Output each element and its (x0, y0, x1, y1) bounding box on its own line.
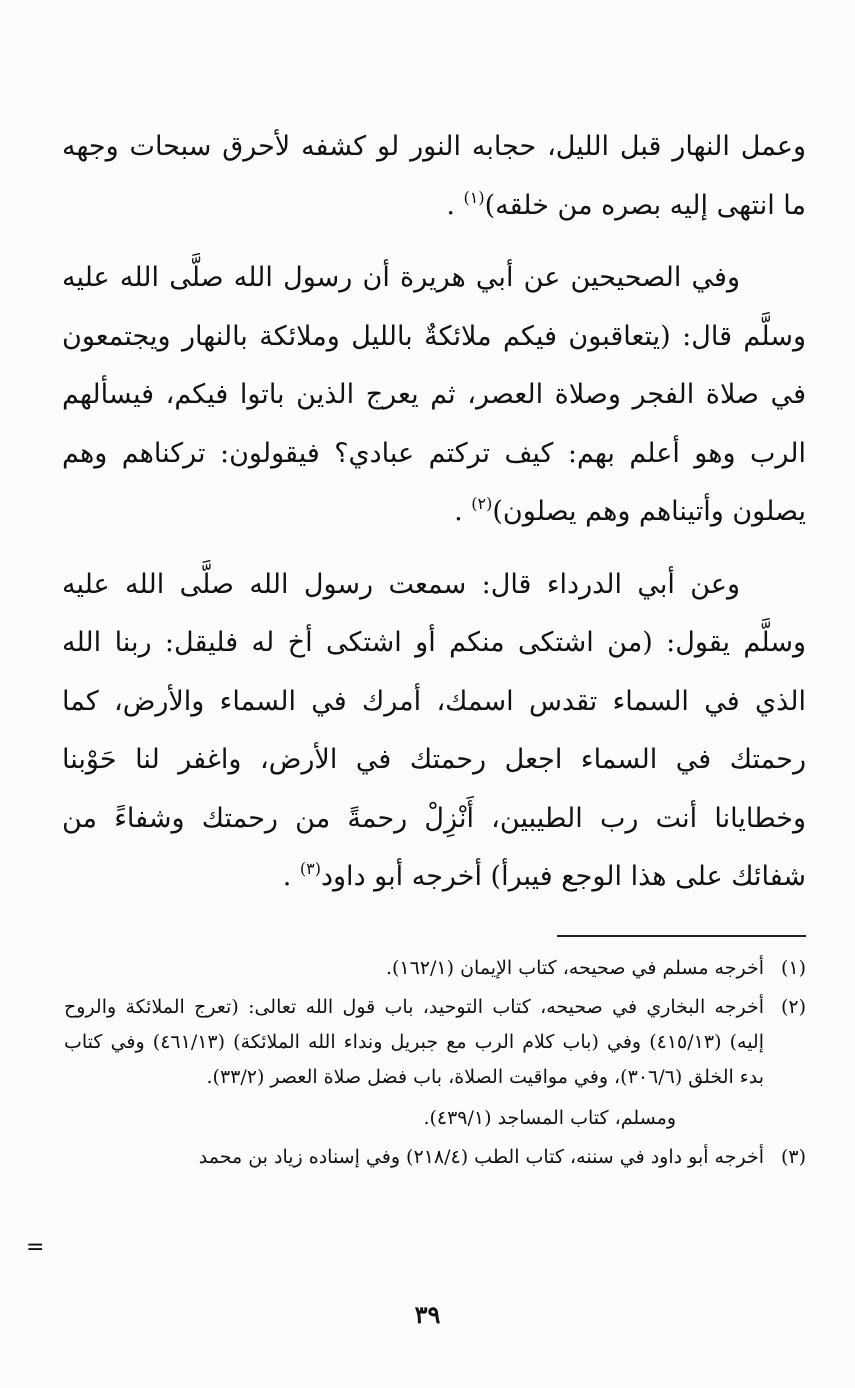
footnote-text: أخرجه أبو داود في سننه، كتاب الطب (٢١٨/٤) وفي إسناده زياد بن محمد (198, 1146, 764, 1168)
footnote-ref-2[interactable]: (٢) (471, 494, 493, 513)
footnote-number: (٣) (780, 1146, 806, 1168)
continuation-mark: = (26, 1235, 45, 1260)
footnote-text: ومسلم، كتاب المساجد (٤٣٩/١). (423, 1107, 676, 1129)
footnote-number: (١) (780, 957, 806, 979)
paragraph-3-text: وعن أبي الدرداء قال: سمعت رسول الله صلَّى الله عليه وسلَّم يقول: (من اشتكى منكم أو اشتكى أخ له فليقل: ربنا الله الذي في السماء تقدس اسمك، أمرك في السماء والأرض، كما رحمتك في السماء اجعل رحمتك في الأرض، واغفر لنا حَوْبنا وخطايانا أنت رب الطيبين، أَنْزِلْ رحمةً من رحمتك وشفاءً من شفائك على هذا الوجع فيبرأ) أخرجه أبو داود (62, 568, 806, 892)
footnote-number: (٢) (780, 996, 806, 1018)
footnotes (64, 951, 806, 1179)
footnote-text: أخرجه مسلم في صحيحه، كتاب الإيمان (١٦٢/١). (385, 957, 764, 979)
footnote-2-continuation (64, 1101, 806, 1136)
paragraph-3 (62, 556, 806, 907)
footnote-text: أخرجه البخاري في صحيحه، كتاب التوحيد، باب قول الله تعالى: (تعرج الملائكة والروح إليه) (٤١٥/١٣) وفي (باب كلام الرب مع جبريل ونداء الله الملائكة) (٤٦١/١٣) وفي كتاب بدء الخلق (٣٠٦/٦)، وفي مواقيت الصلاة، باب فضل صلاة العصر (٣٣/٢). (64, 996, 764, 1088)
footnote-2 (64, 990, 806, 1095)
paragraph-1-text: وعمل النهار قبل الليل، حجابه النور لو كشفه لأحرق سبحات وجهه ما انتهى إليه بصره من خلقه) (62, 131, 806, 221)
paragraph-2-end: . (454, 496, 463, 527)
page-number: ٣٩ (414, 1300, 441, 1329)
footnote-separator (557, 935, 806, 937)
paragraph-2-text: وفي الصحيحين عن أبي هريرة أن رسول الله صلَّى الله عليه وسلَّم قال: (يتعاقبون فيكم ملائكةٌ بالليل وملائكة بالنهار ويجتمعون في صلاة الفجر وصلاة العصر، ثم يعرج الذين باتوا فيكم، فيسألهم الرب وهو أعلم بهم: كيف تركتم عبادي؟ فيقولون: تركناهم وهم يصلون وأتيناهم وهم يصلون) (62, 262, 806, 527)
footnote-ref-1[interactable]: (١) (463, 187, 485, 207)
footnote-ref-3[interactable]: (٣) (299, 859, 321, 878)
footnote-1 (64, 951, 806, 986)
main-text (62, 118, 806, 907)
paragraph-3-end: . (282, 861, 292, 892)
paragraph-1 (62, 118, 806, 235)
paragraph-2 (62, 249, 806, 542)
paragraph-1-end: . (446, 189, 455, 221)
footnote-3 (64, 1140, 806, 1175)
